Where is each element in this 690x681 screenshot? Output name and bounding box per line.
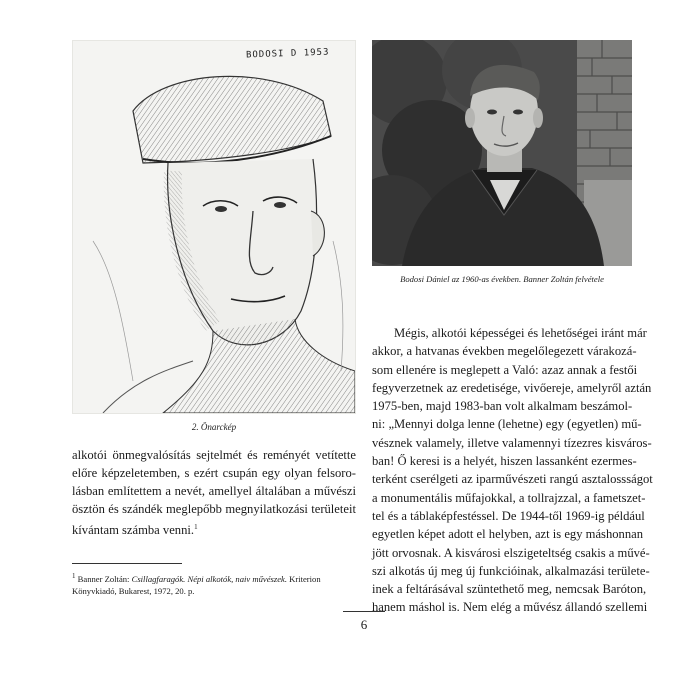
left-line-text: kívántam számba venni. [72, 523, 195, 538]
footnote-number: 1 [72, 572, 76, 581]
left-line-last [72, 518, 356, 539]
right-paragraph [372, 324, 653, 617]
right-line: inek a feltárásával szüntethető meg, nemcsak Baróton, [372, 582, 647, 597]
right-line: egyetlen képet adott el helyben, azt is egy máshonnan [372, 527, 644, 542]
footnote-author: Banner Zoltán: [77, 574, 132, 585]
page-number: 6 [360, 617, 368, 632]
footnote-rule [72, 563, 182, 564]
right-line: ban! Ő keresi is a helyét, hiszen lassanként ezermes- [372, 454, 637, 469]
footnote-title: Csillagfaragók. Népi alkotók, naiv művészek. [131, 574, 287, 585]
self-portrait-drawing [73, 41, 355, 413]
left-line: ösztön és szándék meglepőbb megnyilatkozási területeit [72, 502, 356, 516]
self-portrait-sketch [72, 40, 356, 414]
footnote-rest: Kriterion Könyvkiadó, Bukarest, 1972, 20. p. [72, 574, 321, 597]
page-number-rule [343, 611, 385, 612]
footnote-reference: 1 [194, 523, 198, 531]
right-line: fegyverzetnek az eredetisége, vivőereje, amelyről aztán [372, 380, 652, 395]
right-line: ni: „Mennyi dolga lenne (lehetne) egy (egyetlen) mű- [372, 417, 642, 432]
sketch-signature: BODOSI D 1953 [245, 47, 330, 61]
left-paragraph [72, 446, 356, 539]
right-line: som ellenére is meglepett a Való: azaz annak a festői [372, 362, 638, 377]
right-line: akkor, a hatvanas években megelőlegezett várakozá- [372, 344, 637, 359]
right-line: szi alkotás új meg új funkcióinak, alkalmazási területe- [372, 563, 650, 578]
right-line: a monumentális műfajokkal, a tollrajzzal, a fametszet- [372, 490, 646, 505]
photo-caption: Bodosi Dániel az 1960-as években. Banner Zoltán felvétele [400, 274, 604, 284]
portrait-photo [372, 40, 632, 266]
left-line: alkotói önmegvalósítás sejtelmét és reményét vetítette [72, 448, 356, 462]
right-line: terként cserélgeti az iparművészeti rangú asztalossságot [372, 472, 653, 487]
portrait-photo-image [372, 40, 632, 266]
left-line: lásban említettem a nevét, amellyel általában a művészi [72, 484, 356, 498]
right-line: hanem máshol is. Nem elég a művész állandó szellemi [372, 600, 648, 615]
footnote [72, 570, 356, 597]
right-line: Mégis, alkotói képességei és lehetőségei iránt már [394, 326, 647, 340]
sketch-caption: 2. Önarckép [191, 422, 237, 432]
right-column [372, 40, 653, 617]
right-line: tel és a táblaképfestéssel. De 1944-től 1969-ig például [372, 508, 645, 523]
right-line: jött orvosnak. A kisvárosi elszigeteltség csakis a művé- [372, 545, 650, 560]
left-line: előre képzeletemben, s ezért csupán egy olyan felsoro- [72, 466, 356, 480]
right-line: 1975-ben, majd 1983-ban volt alkalmam beszámol- [372, 399, 633, 414]
left-column [72, 40, 356, 597]
right-line: vésznek valamely, illetve valamennyi tízezres kisváros- [372, 435, 652, 450]
